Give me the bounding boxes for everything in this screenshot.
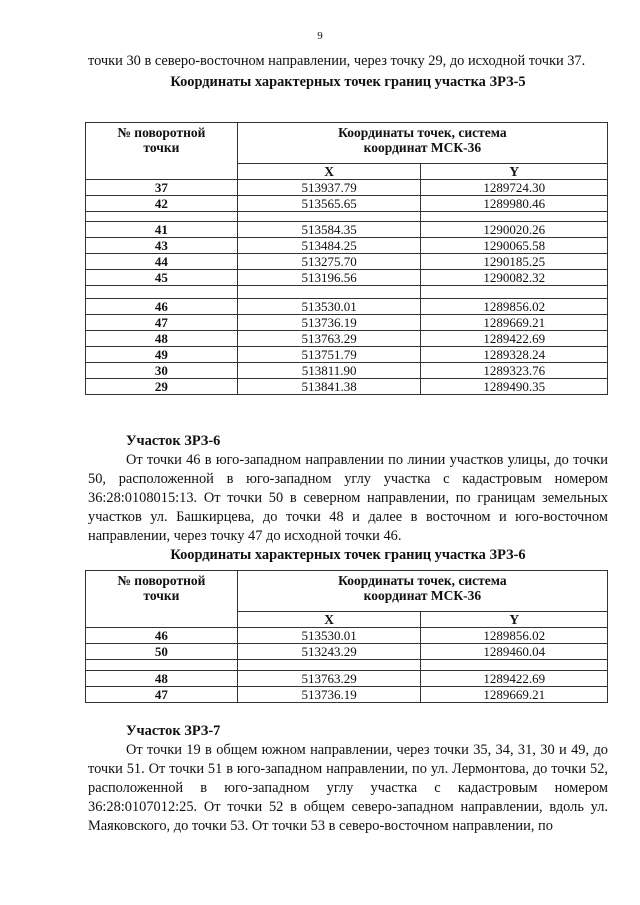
table-row: 42 513565.65 1289980.46 — [86, 196, 608, 212]
intro-paragraph: точки 30 в северо-восточном направлении, через точку 29, до исходной точки 37. — [88, 53, 586, 69]
coordinates-table-zrz6 — [85, 570, 608, 703]
table-row: 44 513275.70 1290185.25 — [86, 254, 608, 270]
col-y-header: Y — [421, 164, 608, 180]
section-zrz6-heading: Участок ЗРЗ-6 — [126, 433, 221, 449]
table2-title: Координаты характерных точек границ участка ЗРЗ-6 — [170, 547, 526, 563]
col-x-header: X — [237, 612, 421, 628]
section-zrz6 — [88, 432, 608, 565]
section-zrz7-text: От точки 19 в общем южном направлении, через точки 35, 34, 31, 30 и 49, до точки 51. От точки 51 в юго-западном направлении, по ул. Лермонтова, до точки 52, расположенной в юго-западном углу участка с кадастровым номером 36:28:0107012:25. От точки 52 в общем северо-западном направлении, вдоль ул. Маяковского, до точки 53. От точки 53 в северо-восточном направлении, по — [88, 742, 608, 834]
table-row: 48 513763.29 1289422.69 — [86, 671, 608, 687]
section-zrz7 — [88, 722, 608, 836]
table-row: 41 513584.35 1290020.26 — [86, 222, 608, 238]
table-row: 48 513763.29 1289422.69 — [86, 331, 608, 347]
table1-title: Координаты характерных точек границ участка ЗРЗ-5 — [170, 74, 526, 90]
table-gap-row — [86, 660, 608, 671]
page-number: 9 — [317, 30, 323, 42]
section-zrz7-heading: Участок ЗРЗ-7 — [126, 723, 221, 739]
table-gap-row — [86, 286, 608, 299]
table-row: 30 513811.90 1289323.76 — [86, 363, 608, 379]
table1-block — [88, 122, 608, 395]
table2-block — [88, 570, 608, 703]
table-row: 49 513751.79 1289328.24 — [86, 347, 608, 363]
table-row: 47 513736.19 1289669.21 — [86, 687, 608, 703]
table-row: 46 513530.01 1289856.02 — [86, 628, 608, 644]
section-zrz6-text: От точки 46 в юго-западном направлении по линии участков улицы, до точки 50, расположенной в юго-западном углу участка с кадастровым номером 36:28:0108015:13. От точки 50 в северном направлении, по границам земельных участков ул. Башкирцева, до точки 48 и далее в восточном и юго-восточном направлении, через точку 47 до исходной точки 46. — [88, 452, 608, 544]
table-gap-row — [86, 212, 608, 222]
col-coords-header: Координаты точек, система координат МСК-36 — [237, 123, 607, 164]
intro-paragraph-block — [88, 52, 608, 92]
coordinates-table-zrz5 — [85, 122, 608, 395]
table-row: 50 513243.29 1289460.04 — [86, 644, 608, 660]
col-point-header: № поворотной точки — [86, 123, 238, 180]
col-x-header: X — [237, 164, 421, 180]
col-y-header: Y — [421, 612, 608, 628]
table-row: 45 513196.56 1290082.32 — [86, 270, 608, 286]
table-row: 37 513937.79 1289724.30 — [86, 180, 608, 196]
table-row: 29 513841.38 1289490.35 — [86, 379, 608, 395]
table-row: 43 513484.25 1290065.58 — [86, 238, 608, 254]
col-point-header: № поворотной точки — [86, 571, 238, 628]
table-row: 46 513530.01 1289856.02 — [86, 299, 608, 315]
col-coords-header: Координаты точек, система координат МСК-36 — [237, 571, 607, 612]
table-row: 47 513736.19 1289669.21 — [86, 315, 608, 331]
